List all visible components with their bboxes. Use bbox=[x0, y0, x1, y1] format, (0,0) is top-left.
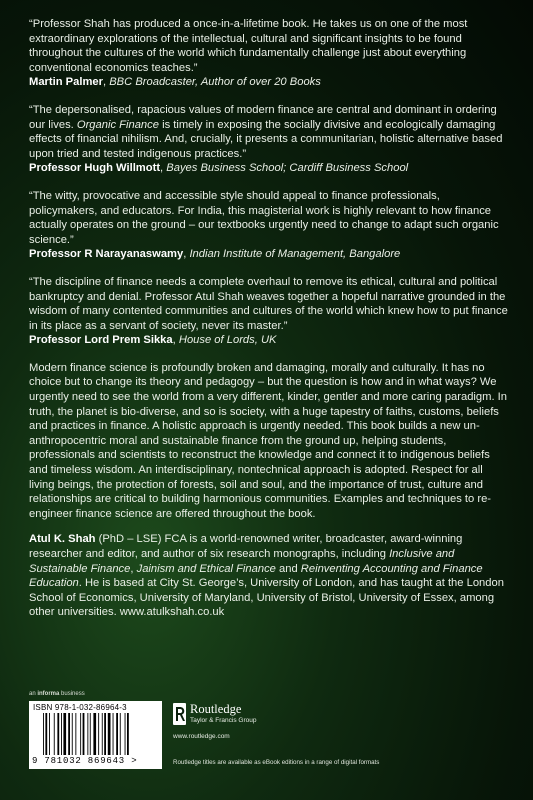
barcode-bar bbox=[49, 713, 50, 755]
bio-text: (PhD – LSE) FCA is a world-renowned writer, broadcaster, award-winning researcher and editor, and author of six research monographs, including bbox=[29, 533, 463, 560]
publisher-name: Routledge bbox=[190, 702, 242, 716]
barcode-bar bbox=[113, 713, 114, 755]
quote-attribution: Martin Palmer, BBC Broadcaster, Author of over 20 Books bbox=[29, 76, 321, 89]
informa-imprint bbox=[29, 691, 85, 697]
bio-book-title: Inclusive and Sustainable Finance bbox=[29, 548, 455, 575]
quote-author: Professor Lord Prem Sikka bbox=[29, 334, 173, 347]
quote-author: Professor R Narayanaswamy bbox=[29, 248, 184, 261]
publisher-logo bbox=[173, 703, 293, 743]
quote-affiliation: Bayes Business School; Cardiff Business School bbox=[166, 162, 409, 175]
barcode-bar bbox=[45, 713, 47, 755]
imprint-text: an bbox=[29, 691, 38, 697]
quote-author: Professor Hugh Willmott bbox=[29, 162, 161, 175]
quote-author: Martin Palmer bbox=[29, 76, 103, 89]
quote-text: “The witty, provocative and accessible style should appeal to finance professionals, policymakers, and educators. For India, this magisterial work is highly relevant to how finance actually operates on the ground – our textbooks urgently need to change to adapt such organic science.” bbox=[29, 189, 499, 246]
barcode-bar bbox=[72, 713, 73, 755]
barcode-bar bbox=[75, 713, 76, 755]
author-bio bbox=[29, 532, 511, 620]
bio-text: and bbox=[275, 562, 301, 575]
quote-attribution: Professor R Narayanaswamy, Indian Institute of Management, Bangalore bbox=[29, 248, 401, 261]
book-description: Modern finance science is profoundly broken and damaging, morally and culturally. It has no choice but to change its theory and pedagogy – but the question is how and in what ways? We urgently need to see the world from a very different, kinder, gentler and more caring paradigm. In truth, the planet is bio-diverse, and so is society, with a huge tapestry of faiths, customs, beliefs and practices in finance. A holistic approach is urgently needed. This book builds a new un-anthropocentric moral and sustainable finance from the ground up, helping students, professionals and scientists to reconstruct the knowledge and connect it to indigenous beliefs and timeless wisdom. An interdisciplinary, nontechnical approach is adopted. Respect for all living beings, the protection of forests, soil and soul, and the importance of trust, culture and relationships are critical to building harmonious communities. Examples and techniques to re-engineer finance science are offered throughout the book. bbox=[29, 361, 508, 520]
barcode-bar bbox=[125, 713, 126, 755]
quote-attribution: Professor Lord Prem Sikka, House of Lords, UK bbox=[29, 334, 277, 347]
barcode-bar bbox=[61, 713, 62, 755]
barcode-bars bbox=[43, 713, 159, 755]
endorsement-quote bbox=[29, 103, 511, 176]
quote-attribution: Professor Hugh Willmott, Bayes Business School; Cardiff Business School bbox=[29, 162, 409, 175]
ebook-note: Routledge titles are available as eBook editions in a range of digital formats bbox=[173, 759, 380, 766]
barcode-bar bbox=[43, 713, 44, 755]
endorsement-quote bbox=[29, 17, 511, 90]
quote-affiliation: Indian Institute of Management, Bangalore bbox=[189, 248, 401, 261]
barcode-bar bbox=[102, 713, 103, 755]
author-name: Atul K. Shah bbox=[29, 533, 96, 546]
publisher-url: www.routledge.com bbox=[173, 733, 230, 740]
barcode-bar bbox=[93, 713, 96, 755]
bio-book-title: Reinventing Accounting and Finance Education bbox=[29, 562, 483, 590]
endorsement-quote bbox=[29, 189, 511, 262]
barcode-bar bbox=[68, 713, 70, 755]
barcode-bar bbox=[98, 713, 99, 755]
quote-text-part: is timely in exposing the socially divisive and ecologically damaging effects of financial nihilism. And, crucially, it presents a communitarian, holistic alternative based upon tried and tested indigenous practices.” bbox=[29, 118, 503, 160]
imprint-text: business bbox=[59, 691, 85, 697]
barcode-bar bbox=[116, 713, 118, 755]
barcode-bar bbox=[63, 713, 66, 755]
barcode-bar bbox=[87, 713, 88, 755]
quote-affiliation: House of Lords, UK bbox=[178, 334, 277, 347]
bio-text: . He is based at City St. George’s, University of London, and has taught at the London School of Economics, University of Maryland, University of Bristol, University of Essex, among other universities. www.atulkshah.co.uk bbox=[29, 577, 504, 619]
routledge-logo-icon bbox=[173, 703, 186, 725]
quote-book-title: Organic Finance bbox=[76, 118, 159, 131]
barcode-bar bbox=[83, 713, 85, 755]
bio-book-title: Jainism and Ethical Finance bbox=[136, 562, 276, 575]
quote-text-part: “The depersonalised, rapacious values of modern finance are central and dominant in ordering our lives. bbox=[29, 103, 497, 131]
quote-text: “Professor Shah has produced a once-in-a-lifetime book. He takes us on one of the most extraordinary explorations of the intellectual, cultural and significant insights to be found throughout the cultures of the world which fundamentally challenge just about everything conventional economics teaches.” bbox=[29, 18, 468, 74]
isbn-barcode bbox=[29, 701, 162, 769]
imprint-brand: informa bbox=[37, 691, 60, 697]
bio-text: , bbox=[130, 562, 137, 575]
quote-text: “The discipline of finance needs a complete overhaul to remove its ethical, cultural and political bankruptcy and denial. Professor Atul Shah weaves together a hopeful narrative grounded in the wisdom of many contented communities and cultures of the world which knew how to put finance in its place as a servant of society, never its master.” bbox=[29, 275, 508, 332]
barcode-bar bbox=[90, 713, 91, 755]
barcode-digits: 9 781032 869643 > bbox=[32, 756, 138, 766]
barcode-bar bbox=[104, 713, 106, 755]
quote-affiliation: BBC Broadcaster, Author of over 20 Books bbox=[109, 76, 321, 89]
barcode-bar bbox=[80, 713, 81, 755]
barcode-bar bbox=[54, 713, 55, 755]
publisher-subtitle: Taylor & Francis Group bbox=[190, 717, 257, 724]
isbn-label: ISBN 978-1-032-86964-3 bbox=[33, 703, 127, 712]
barcode-bar bbox=[57, 713, 59, 755]
back-cover-text bbox=[29, 17, 511, 620]
barcode-bar bbox=[108, 713, 111, 755]
barcode-bar bbox=[120, 713, 121, 755]
barcode-bar bbox=[127, 713, 129, 755]
quote-text bbox=[29, 103, 511, 161]
endorsement-quote bbox=[29, 275, 511, 348]
